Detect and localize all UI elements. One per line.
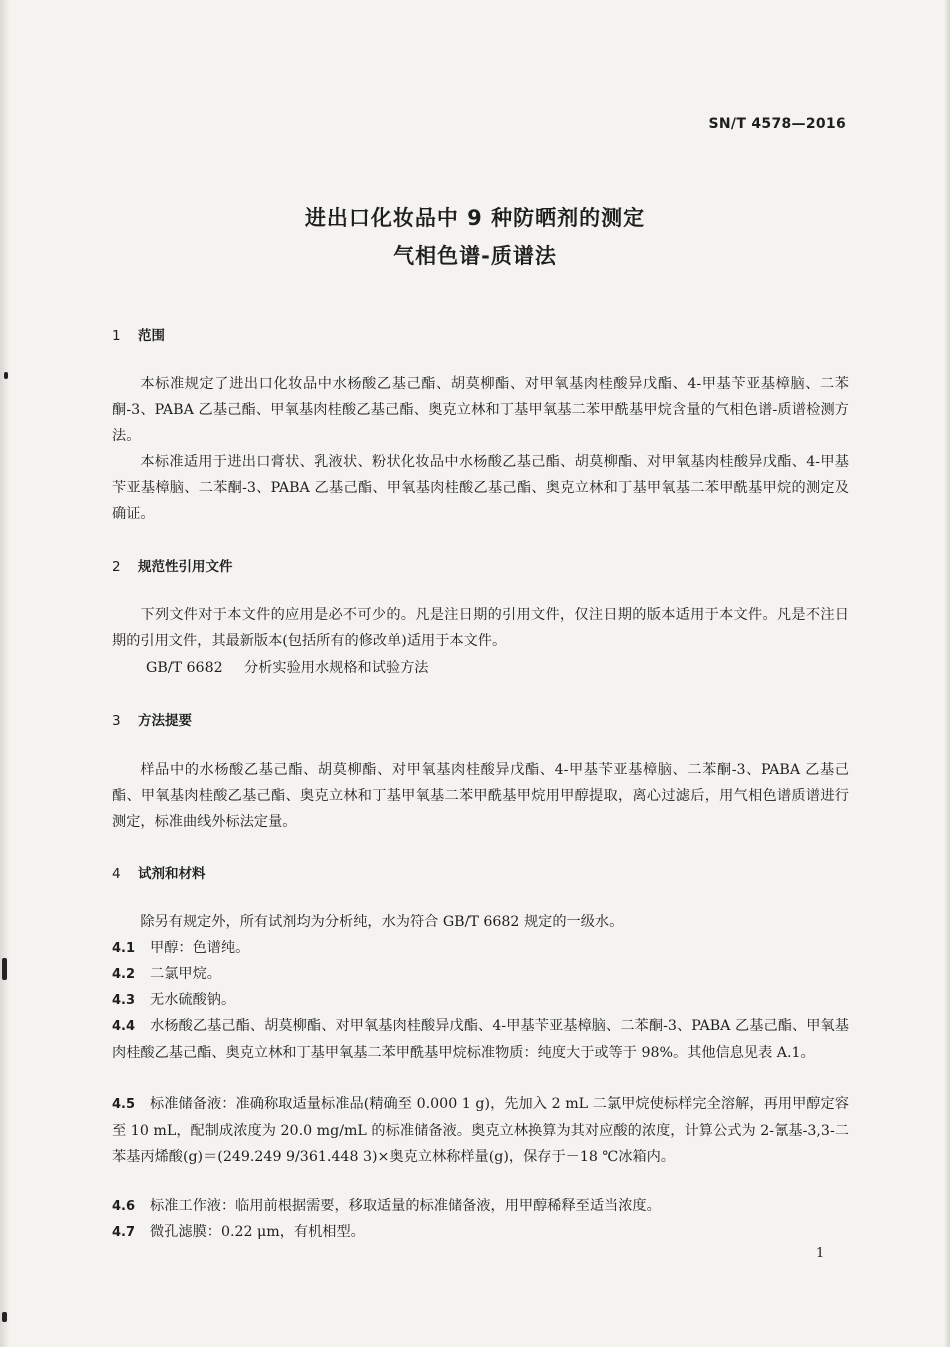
item-text: 二氯甲烷。 [150,966,221,982]
item-text: 甲醇：色谱纯。 [150,940,250,956]
reagent-item [112,1219,849,1246]
scope-paragraph-2: 本标准适用于进出口膏状、乳液状、粉状化妆品中水杨酸乙基己酯、胡莫柳酯、对甲氧基肉桂酸异戊酯、4-甲基苄亚基樟脑、二苯酮-3、PABA 乙基己酯、甲氧基肉桂酸乙基己酯、奥克立林和丁基甲氧基二苯甲酰基甲烷的测定及确证。 [112,454,849,522]
section-title: 方法提要 [138,713,192,729]
reagent-item [112,1091,849,1170]
item-number: 4.1 [112,941,136,956]
reagent-item [112,1013,849,1066]
reagent-item [112,1193,849,1220]
section-number: 4 [112,866,121,882]
scan-mark [4,372,8,379]
reference-entry [146,657,428,677]
item-number: 4.4 [112,1019,136,1034]
item-text: 水杨酸乙基己酯、胡莫柳酯、对甲氧基肉桂酸异戊酯、4-甲基苄亚基樟脑、二苯酮-3、PABA 乙基己酯、甲氧基肉桂酸乙基己酯、奥克立林和丁基甲氧基二苯甲酰基甲烷标准物质：纯度大于或等于 98%。其他信息见表 A.1。 [112,1018,849,1061]
section-heading-normative-references [112,555,233,575]
item-text: 标准储备液：准确称取适量标准品(精确至 0.000 1 g)，先加入 2 mL 二氯甲烷使标样完全溶解，再用甲醇定容至 10 mL，配制成浓度为 20.0 mg/mL 的标准储备液。奥克立林换算为其对应酸的浓度，计算公式为 2-氰基-3,3-二苯基丙烯酸(g)＝(249.249 9/361.448 3)×奥克立林称样量(g)，保存于－18 ℃冰箱内。 [112,1096,849,1165]
item-number: 4.3 [112,993,136,1008]
scan-mark [2,1312,7,1322]
scan-mark [2,958,7,980]
item-number: 4.2 [112,967,136,982]
item-number: 4.6 [112,1199,136,1214]
references-paragraph: 下列文件对于本文件的应用是必不可少的。凡是注日期的引用文件，仅注日期的版本适用于本文件。凡是不注日期的引用文件，其最新版本(包括所有的修改单)适用于本文件。 [112,607,849,649]
section-heading-scope [112,324,165,344]
reference-code: GB/T 6682 [146,660,223,676]
reagents-intro: 除另有规定外，所有试剂均为分析纯，水为符合 GB/T 6682 规定的一级水。 [140,914,624,930]
section-number: 2 [112,559,121,575]
document-title: 进出口化妆品中 9 种防晒剂的测定 [304,206,646,230]
item-text: 无水硫酸钠。 [150,992,236,1008]
reagent-item [112,987,849,1014]
reagent-item [112,935,849,962]
item-text: 微孔滤膜：0.22 μm，有机相型。 [150,1224,365,1240]
section-title: 规范性引用文件 [138,559,233,575]
section-heading-reagents [112,862,206,882]
item-text: 标准工作液：临用前根据需要，移取适量的标准储备液，用甲醇稀释至适当浓度。 [150,1198,661,1214]
item-number: 4.7 [112,1225,136,1240]
method-summary-paragraph: 样品中的水杨酸乙基己酯、胡莫柳酯、对甲氧基肉桂酸异戊酯、4-甲基苄亚基樟脑、二苯酮-3、PABA 乙基己酯、甲氧基肉桂酸乙基己酯、奥克立林和丁基甲氧基二苯甲酰基甲烷用甲醇提取，离心过滤后，用气相色谱质谱进行测定，标准曲线外标法定量。 [112,762,849,830]
section-heading-method-summary [112,709,192,729]
standard-id: SN/T 4578—2016 [708,116,846,132]
scope-paragraph-1: 本标准规定了进出口化妆品中水杨酸乙基己酯、胡莫柳酯、对甲氧基肉桂酸异戊酯、4-甲基苄亚基樟脑、二苯酮-3、PABA 乙基己酯、甲氧基肉桂酸乙基己酯、奥克立林和丁基甲氧基二苯甲酰基甲烷含量的气相色谱-质谱检测方法。 [112,376,849,444]
section-number: 1 [112,328,121,344]
section-title: 范围 [138,328,165,344]
item-number: 4.5 [112,1097,136,1112]
section-number: 3 [112,713,121,729]
document-subtitle: 气相色谱-质谱法 [393,244,557,268]
section-title: 试剂和材料 [138,866,206,882]
page-number: 1 [816,1246,825,1261]
reagent-item [112,961,849,988]
reference-name: 分析实验用水规格和试验方法 [244,660,429,676]
